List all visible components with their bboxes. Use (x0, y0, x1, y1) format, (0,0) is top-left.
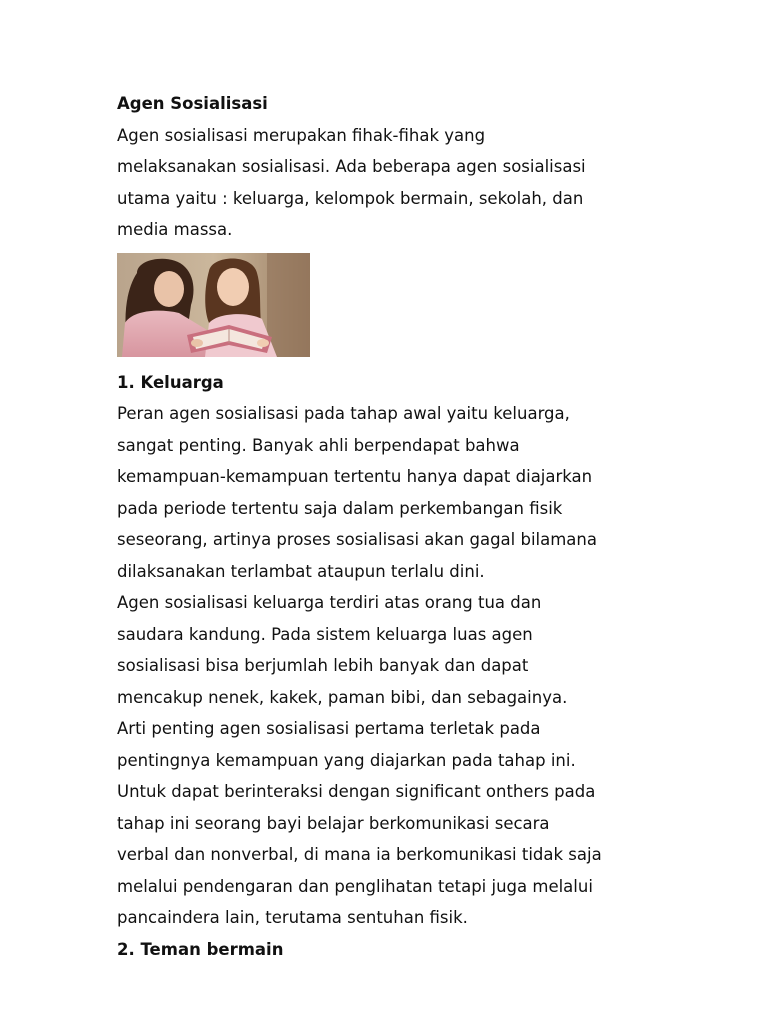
paragraph-line: mencakup nenek, kakek, paman bibi, dan sebagainya. (117, 687, 568, 707)
intro-line: utama yaitu : keluarga, kelompok bermain, sekolah, dan (117, 188, 584, 208)
paragraph-line: seseorang, artinya proses sosialisasi akan gagal bilamana (117, 530, 597, 549)
section-title-teman-bermain: 2. Teman bermain (117, 939, 284, 959)
paragraph-line: Agen sosialisasi keluarga terdiri atas orang tua dan (117, 593, 542, 612)
paragraph-line: pada periode tertentu saja dalam perkembangan fisik (117, 498, 563, 518)
paragraph-line: sangat penting. Banyak ahli berpendapat bahwa (117, 435, 520, 455)
paragraph-line: tahap ini seorang bayi belajar berkomunikasi secara (117, 813, 550, 833)
paragraph-line: pentingnya kemampuan yang diajarkan pada tahap ini. (117, 750, 576, 770)
intro-line: media massa. (117, 220, 233, 239)
paragraph-line: Peran agen sosialisasi pada tahap awal yaitu keluarga, (117, 404, 570, 423)
section-title-agen-sosialisasi: Agen Sosialisasi (117, 94, 268, 113)
paragraph-line: pancaindera lain, terutama sentuhan fisik. (117, 908, 468, 927)
document-page (117, 88, 717, 965)
section-title-keluarga: 1. Keluarga (117, 372, 224, 392)
intro-line: melaksanakan sosialisasi. Ada beberapa agen sosialisasi (117, 157, 586, 176)
paragraph-line: sosialisasi bisa berjumlah lebih banyak dan dapat (117, 656, 529, 675)
paragraph-line: kemampuan-kemampuan tertentu hanya dapat diajarkan (117, 467, 593, 486)
paragraph-line: melalui pendengaran dan penglihatan tetapi juga melalui (117, 876, 593, 896)
paragraph-line: saudara kandung. Pada sistem keluarga luas agen (117, 624, 533, 644)
mother-daughter-reading-photo (117, 253, 310, 357)
paragraph-line: Arti penting agen sosialisasi pertama terletak pada (117, 719, 541, 738)
paragraph-line: Untuk dapat berinteraksi dengan significant onthers pada (117, 782, 596, 801)
intro-line: Agen sosialisasi merupakan fihak-fihak yang (117, 125, 486, 145)
paragraph-line: verbal dan nonverbal, di mana ia berkomunikasi tidak saja (117, 845, 602, 864)
paragraph-line: dilaksanakan terlambat ataupun terlalu dini. (117, 561, 485, 581)
